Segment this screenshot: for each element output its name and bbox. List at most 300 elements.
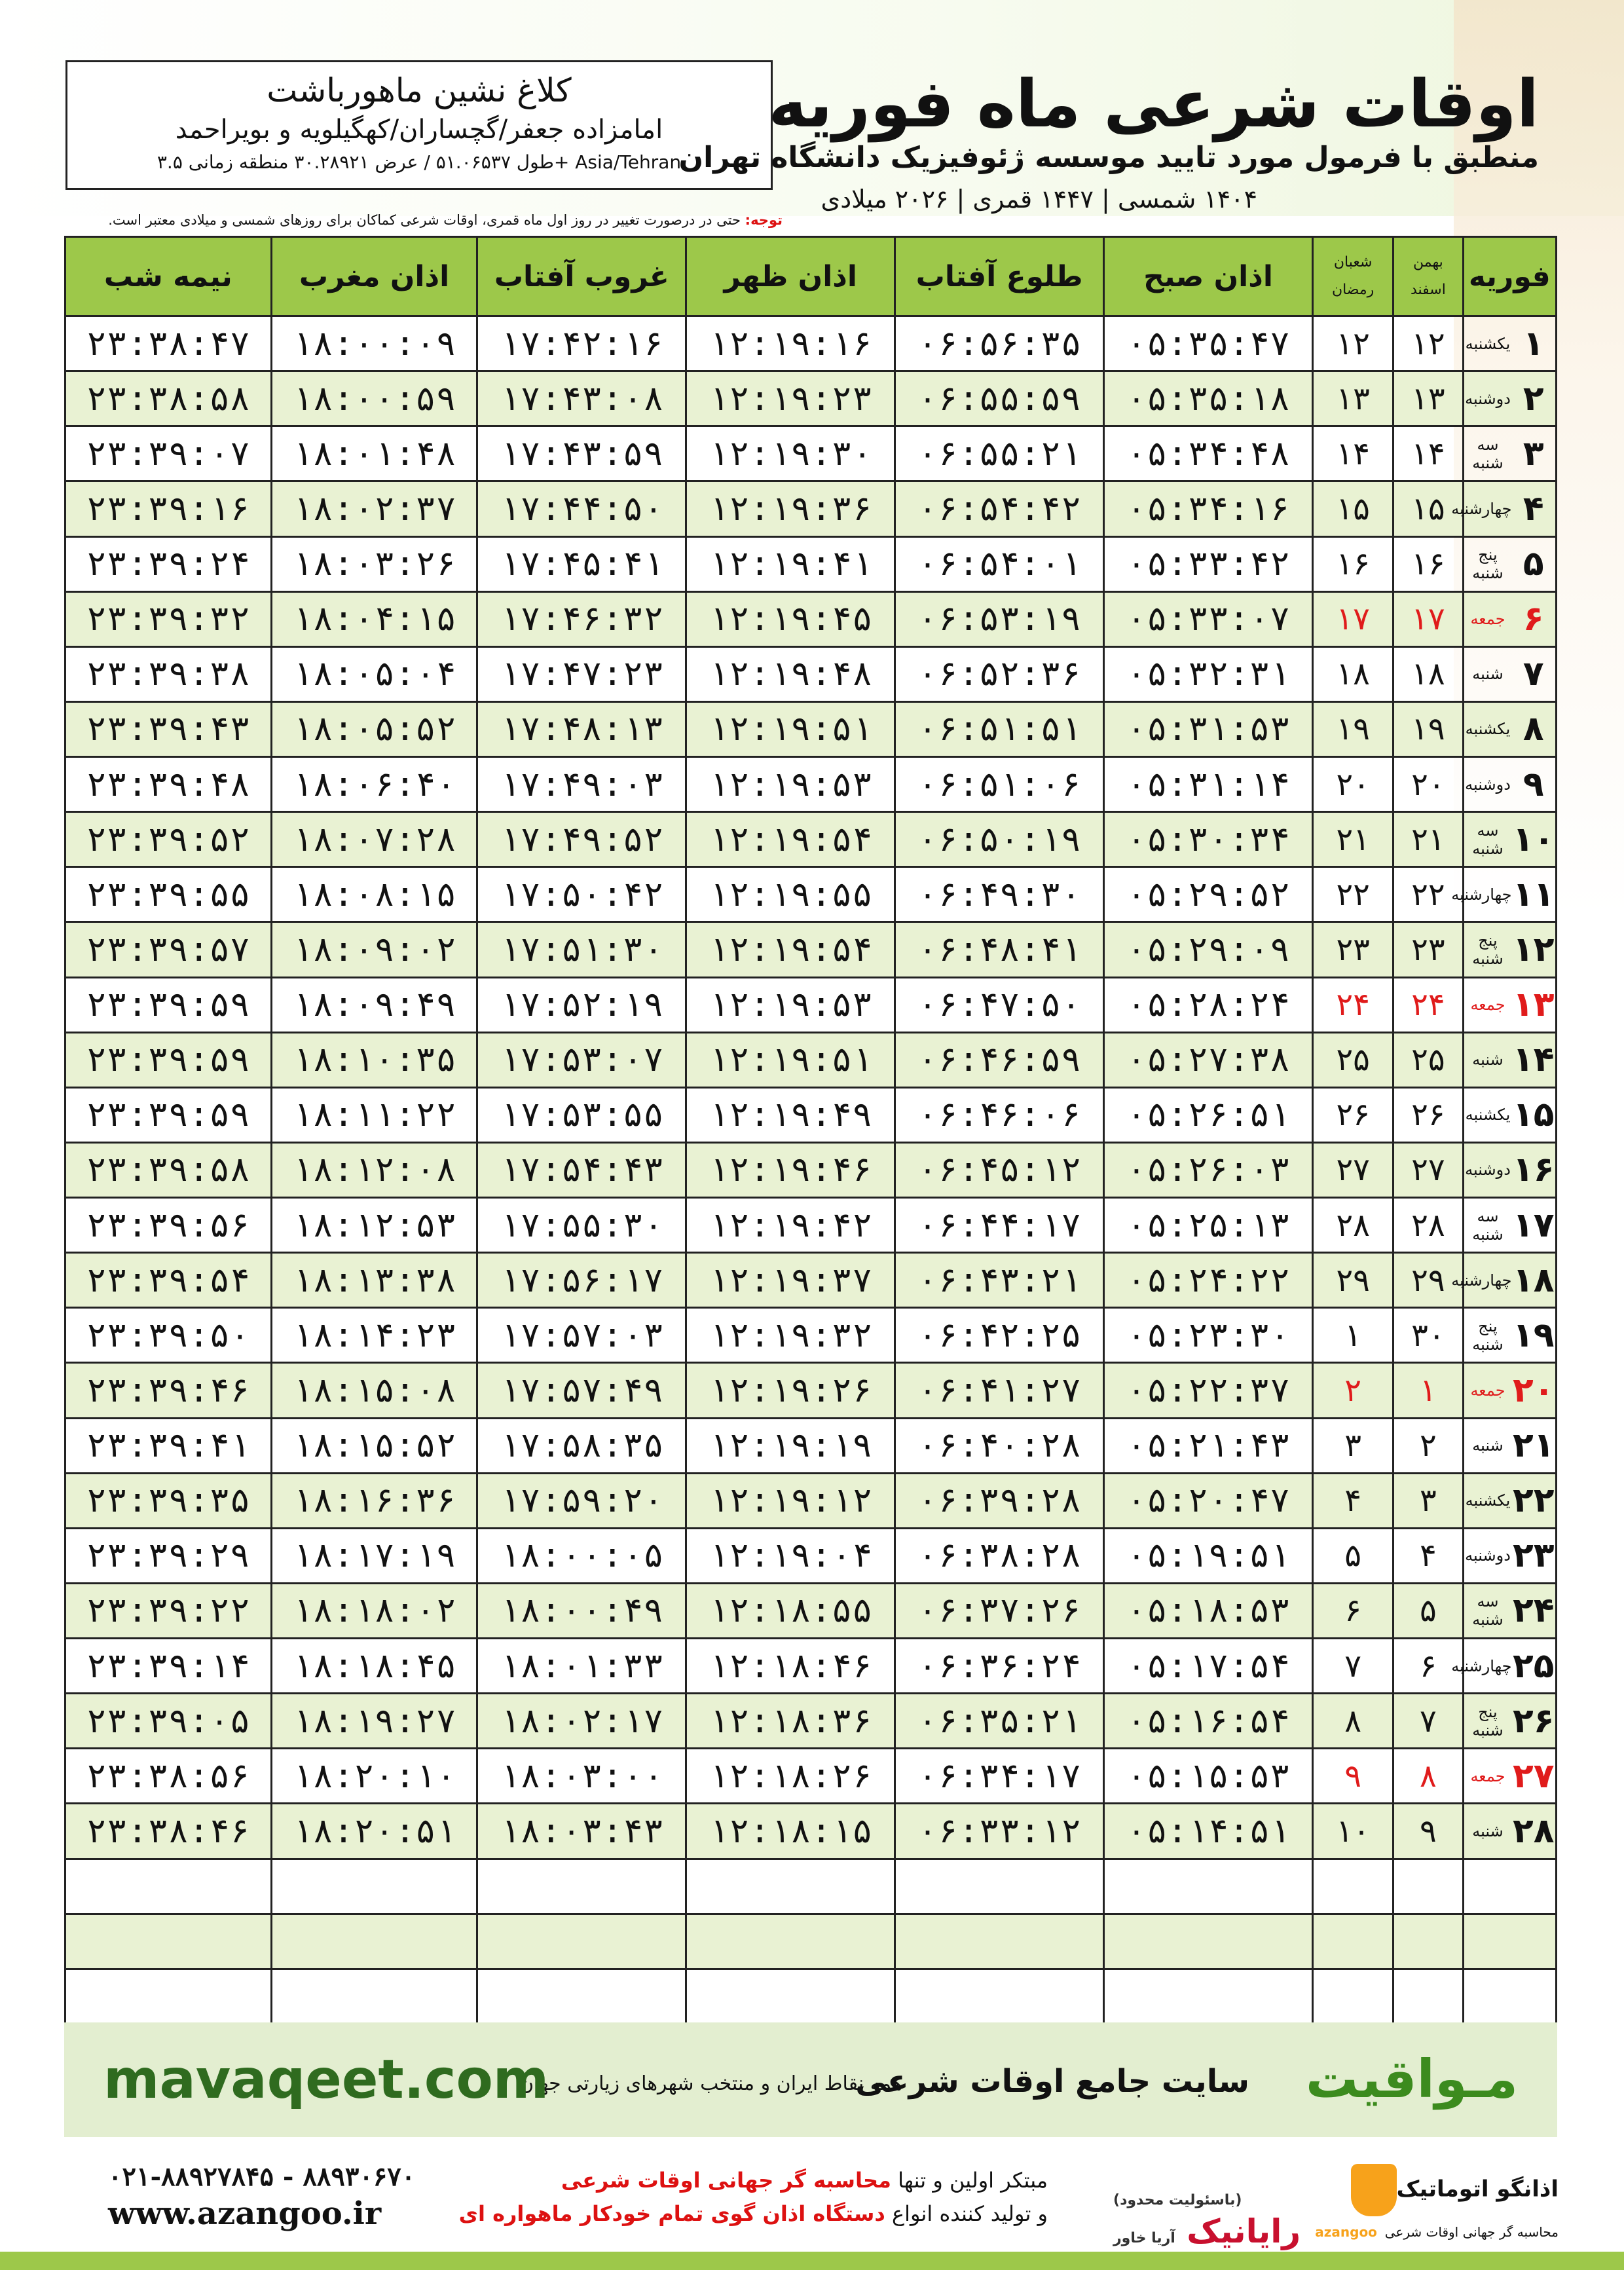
empty-row <box>65 1859 1557 1914</box>
footer-line2b: دستگاه اذان گوی تمام خودکار ماهواره ای <box>458 2201 885 2227</box>
cell-sunset: ۱۷:۴۵:۴۱ <box>477 536 686 591</box>
cell-s: ۱۵ <box>1393 481 1463 536</box>
cell-d: ۱۷ <box>1511 1198 1556 1253</box>
cell-midnight: ۲۳:۳۹:۵۹ <box>65 1087 272 1142</box>
cell-midnight: ۲۳:۳۹:۵۰ <box>65 1308 272 1363</box>
cell-dhuhr: ۱۲:۱۹:۴۶ <box>686 1142 895 1197</box>
cell-h: ۲۱ <box>1312 812 1393 867</box>
cell-sunrise: ۰۶:۳۶:۲۴ <box>895 1639 1104 1694</box>
table-row <box>65 757 1557 812</box>
cell-midnight: ۲۳:۳۹:۵۹ <box>65 977 272 1032</box>
cell-sunset: ۱۷:۴۷:۲۳ <box>477 646 686 701</box>
cell-fajr: ۰۵:۲۵:۱۳ <box>1104 1198 1313 1253</box>
empty-cell <box>1312 1969 1393 2024</box>
header-midnight: نیمه شب <box>65 237 272 316</box>
header-solar-bottom: اسفند <box>1410 282 1446 298</box>
cell-d: ۴ <box>1511 481 1556 536</box>
cell-fajr: ۰۵:۲۹:۰۹ <box>1104 922 1313 977</box>
cell-maghrib: ۱۸:۰۳:۲۶ <box>271 536 477 591</box>
cell-s: ۵ <box>1393 1583 1463 1638</box>
cell-sunset: ۱۸:۰۲:۱۷ <box>477 1694 686 1749</box>
calendar-years: ۱۴۰۴ شمسی | ۱۴۴۷ قمری | ۲۰۲۶ میلادی <box>821 185 1257 214</box>
cell-sunrise: ۰۶:۴۷:۵۰ <box>895 977 1104 1032</box>
rayanik-note: (باسئولیت محدود) <box>1113 2192 1242 2208</box>
banner-slogan-secondary: همه نقاط ایران و منتخب شهرهای زیارتی جهان <box>519 2072 902 2095</box>
cell-midnight: ۲۳:۳۸:۴۶ <box>65 1804 272 1859</box>
minaret-icon <box>1351 2164 1397 2216</box>
table-row <box>65 481 1557 536</box>
cell-wd: سه شنبه <box>1463 426 1511 481</box>
cell-midnight: ۲۳:۳۹:۳۲ <box>65 591 272 646</box>
cell-wd: دوشنبه <box>1463 1142 1511 1197</box>
cell-maghrib: ۱۸:۰۲:۳۷ <box>271 481 477 536</box>
cell-h: ۲۹ <box>1312 1253 1393 1308</box>
cell-sunset: ۱۷:۴۲:۱۶ <box>477 316 686 371</box>
cell-s: ۲ <box>1393 1418 1463 1473</box>
cell-fajr: ۰۵:۳۳:۴۲ <box>1104 536 1313 591</box>
table-row <box>65 701 1557 756</box>
cell-wd: سه شنبه <box>1463 1583 1511 1638</box>
cell-d: ۸ <box>1511 701 1556 756</box>
cell-d: ۲۵ <box>1511 1639 1556 1694</box>
cell-sunrise: ۰۶:۵۱:۰۶ <box>895 757 1104 812</box>
cell-dhuhr: ۱۲:۱۹:۵۱ <box>686 1032 895 1087</box>
cell-maghrib: ۱۸:۰۰:۰۹ <box>271 316 477 371</box>
empty-cell <box>271 1969 477 2024</box>
notice <box>62 212 783 228</box>
empty-cell <box>895 1914 1104 1969</box>
cell-fajr: ۰۵:۲۳:۳۰ <box>1104 1308 1313 1363</box>
cell-sunrise: ۰۶:۴۶:۵۹ <box>895 1032 1104 1087</box>
empty-cell <box>1104 1914 1313 1969</box>
cell-wd: یکشنبه <box>1463 1473 1511 1528</box>
page-title: اوقات شرعی ماه فوریه <box>768 65 1539 142</box>
cell-sunrise: ۰۶:۵۴:۴۲ <box>895 481 1104 536</box>
cell-d: ۷ <box>1511 646 1556 701</box>
cell-maghrib: ۱۸:۰۷:۲۸ <box>271 812 477 867</box>
cell-sunrise: ۰۶:۵۵:۵۹ <box>895 371 1104 426</box>
cell-s: ۱۴ <box>1393 426 1463 481</box>
header-lunar <box>1312 237 1393 316</box>
cell-sunrise: ۰۶:۵۴:۰۱ <box>895 536 1104 591</box>
cell-sunset: ۱۷:۵۴:۴۳ <box>477 1142 686 1197</box>
table-row <box>65 812 1557 867</box>
cell-d: ۲۱ <box>1511 1418 1556 1473</box>
cell-wd: سه شنبه <box>1463 812 1511 867</box>
cell-h: ۷ <box>1312 1639 1393 1694</box>
cell-wd: دوشنبه <box>1463 371 1511 426</box>
cell-midnight: ۲۳:۳۹:۱۶ <box>65 481 272 536</box>
cell-midnight: ۲۳:۳۹:۳۵ <box>65 1473 272 1528</box>
empty-cell <box>1393 1969 1463 2024</box>
cell-dhuhr: ۱۲:۱۹:۲۶ <box>686 1363 895 1418</box>
cell-maghrib: ۱۸:۰۴:۱۵ <box>271 591 477 646</box>
cell-dhuhr: ۱۲:۱۸:۴۶ <box>686 1639 895 1694</box>
cell-h: ۹ <box>1312 1749 1393 1804</box>
empty-cell <box>65 1859 272 1914</box>
table-row <box>65 1694 1557 1749</box>
cell-wd: چهارشنبه <box>1463 481 1511 536</box>
cell-sunset: ۱۷:۵۹:۲۰ <box>477 1473 686 1528</box>
empty-cell <box>895 1969 1104 2024</box>
cell-wd: پنج شنبه <box>1463 1694 1511 1749</box>
cell-dhuhr: ۱۲:۱۹:۳۷ <box>686 1253 895 1308</box>
cell-dhuhr: ۱۲:۱۹:۵۱ <box>686 701 895 756</box>
cell-sunset: ۱۸:۰۰:۰۵ <box>477 1528 686 1583</box>
mavaqeet-banner <box>64 2022 1557 2137</box>
empty-cell <box>1312 1914 1393 1969</box>
cell-midnight: ۲۳:۳۹:۲۲ <box>65 1583 272 1638</box>
location-name: کلاغ نشین ماهورباشت <box>267 71 572 109</box>
cell-wd: سه شنبه <box>1463 1198 1511 1253</box>
azangoo-sub: محاسبه گر جهانی اوقات شرعی <box>1384 2224 1559 2240</box>
cell-midnight: ۲۳:۳۹:۲۹ <box>65 1528 272 1583</box>
cell-wd: پنج شنبه <box>1463 536 1511 591</box>
cell-dhuhr: ۱۲:۱۹:۳۰ <box>686 426 895 481</box>
cell-fajr: ۰۵:۳۵:۴۷ <box>1104 316 1313 371</box>
cell-wd: جمعه <box>1463 1363 1511 1418</box>
footer-line1b: محاسبه گر جهانی اوقات شرعی <box>561 2168 891 2193</box>
cell-sunrise: ۰۶:۳۳:۱۲ <box>895 1804 1104 1859</box>
cell-wd: چهارشنبه <box>1463 1639 1511 1694</box>
cell-maghrib: ۱۸:۰۶:۴۰ <box>271 757 477 812</box>
cell-sunrise: ۰۶:۴۳:۲۱ <box>895 1253 1104 1308</box>
cell-d: ۲۶ <box>1511 1694 1556 1749</box>
cell-s: ۱۸ <box>1393 646 1463 701</box>
cell-s: ۱۷ <box>1393 591 1463 646</box>
header-solar-top: بهمن <box>1413 254 1443 271</box>
cell-s: ۲۶ <box>1393 1087 1463 1142</box>
cell-sunset: ۱۷:۴۳:۰۸ <box>477 371 686 426</box>
cell-maghrib: ۱۸:۲۰:۵۱ <box>271 1804 477 1859</box>
cell-h: ۲ <box>1312 1363 1393 1418</box>
cell-sunset: ۱۷:۵۵:۳۰ <box>477 1198 686 1253</box>
header-month: فوریه <box>1463 237 1556 316</box>
cell-dhuhr: ۱۲:۱۹:۰۴ <box>686 1528 895 1583</box>
cell-fajr: ۰۵:۳۰:۳۴ <box>1104 812 1313 867</box>
cell-s: ۱۳ <box>1393 371 1463 426</box>
header-sunrise: طلوع آفتاب <box>895 237 1104 316</box>
cell-wd: شنبه <box>1463 646 1511 701</box>
cell-h: ۲۶ <box>1312 1087 1393 1142</box>
cell-h: ۱۶ <box>1312 536 1393 591</box>
empty-cell <box>65 1914 272 1969</box>
cell-s: ۲۰ <box>1393 757 1463 812</box>
cell-dhuhr: ۱۲:۱۹:۱۹ <box>686 1418 895 1473</box>
empty-cell <box>1393 1914 1463 1969</box>
table-row <box>65 1583 1557 1638</box>
cell-s: ۳۰ <box>1393 1308 1463 1363</box>
cell-maghrib: ۱۸:۱۹:۲۷ <box>271 1694 477 1749</box>
cell-dhuhr: ۱۲:۱۸:۱۵ <box>686 1804 895 1859</box>
table-header-row <box>65 237 1557 316</box>
empty-cell <box>1511 1969 1556 2024</box>
cell-maghrib: ۱۸:۱۶:۳۶ <box>271 1473 477 1528</box>
cell-sunset: ۱۸:۰۱:۳۳ <box>477 1639 686 1694</box>
cell-sunrise: ۰۶:۴۰:۲۸ <box>895 1418 1104 1473</box>
cell-d: ۱۹ <box>1511 1308 1556 1363</box>
cell-h: ۳ <box>1312 1418 1393 1473</box>
cell-dhuhr: ۱۲:۱۹:۴۸ <box>686 646 895 701</box>
location-region: امامزاده جعفر/گچساران/کهگیلویه و بویراحمد <box>175 115 663 145</box>
empty-row <box>65 1914 1557 1969</box>
cell-midnight: ۲۳:۳۹:۵۹ <box>65 1032 272 1087</box>
cell-dhuhr: ۱۲:۱۹:۴۱ <box>686 536 895 591</box>
empty-cell <box>65 1969 272 2024</box>
cell-d: ۱۱ <box>1511 867 1556 922</box>
cell-sunset: ۱۷:۴۹:۵۲ <box>477 812 686 867</box>
table-row <box>65 1418 1557 1473</box>
empty-cell <box>271 1859 477 1914</box>
table-row <box>65 1087 1557 1142</box>
cell-s: ۱۹ <box>1393 701 1463 756</box>
azangoo-name: اذانگو اتوماتیک <box>1396 2176 1559 2203</box>
cell-d: ۳ <box>1511 426 1556 481</box>
cell-sunset: ۱۷:۴۳:۵۹ <box>477 426 686 481</box>
cell-sunset: ۱۸:۰۳:۰۰ <box>477 1749 686 1804</box>
cell-midnight: ۲۳:۳۹:۵۸ <box>65 1142 272 1197</box>
cell-sunrise: ۰۶:۵۰:۱۹ <box>895 812 1104 867</box>
cell-s: ۲۹ <box>1393 1253 1463 1308</box>
cell-sunset: ۱۷:۵۱:۳۰ <box>477 922 686 977</box>
cell-h: ۵ <box>1312 1528 1393 1583</box>
cell-h: ۴ <box>1312 1473 1393 1528</box>
cell-s: ۲۱ <box>1393 812 1463 867</box>
cell-fajr: ۰۵:۱۸:۵۳ <box>1104 1583 1313 1638</box>
cell-midnight: ۲۳:۳۹:۴۱ <box>65 1418 272 1473</box>
cell-dhuhr: ۱۲:۱۸:۵۵ <box>686 1583 895 1638</box>
cell-dhuhr: ۱۲:۱۹:۵۴ <box>686 922 895 977</box>
cell-sunset: ۱۷:۵۰:۴۲ <box>477 867 686 922</box>
cell-dhuhr: ۱۲:۱۸:۳۶ <box>686 1694 895 1749</box>
empty-cell <box>1511 1914 1556 1969</box>
cell-maghrib: ۱۸:۰۰:۵۹ <box>271 371 477 426</box>
cell-h: ۲۵ <box>1312 1032 1393 1087</box>
cell-dhuhr: ۱۲:۱۹:۵۵ <box>686 867 895 922</box>
cell-sunrise: ۰۶:۴۴:۱۷ <box>895 1198 1104 1253</box>
cell-fajr: ۰۵:۳۱:۵۳ <box>1104 701 1313 756</box>
cell-fajr: ۰۵:۳۴:۱۶ <box>1104 481 1313 536</box>
cell-d: ۲۸ <box>1511 1804 1556 1859</box>
cell-sunset: ۱۸:۰۳:۴۳ <box>477 1804 686 1859</box>
cell-s: ۲۴ <box>1393 977 1463 1032</box>
cell-wd: جمعه <box>1463 977 1511 1032</box>
empty-cell <box>271 1914 477 1969</box>
header-sunset: غروب آفتاب <box>477 237 686 316</box>
cell-fajr: ۰۵:۲۱:۴۳ <box>1104 1418 1313 1473</box>
cell-dhuhr: ۱۲:۱۹:۴۲ <box>686 1198 895 1253</box>
cell-fajr: ۰۵:۲۹:۵۲ <box>1104 867 1313 922</box>
azangoo-en: azangoo <box>1315 2224 1377 2240</box>
cell-maghrib: ۱۸:۰۵:۰۴ <box>271 646 477 701</box>
cell-fajr: ۰۵:۳۱:۱۴ <box>1104 757 1313 812</box>
cell-maghrib: ۱۸:۱۴:۲۳ <box>271 1308 477 1363</box>
cell-maghrib: ۱۸:۰۵:۵۲ <box>271 701 477 756</box>
cell-fajr: ۰۵:۲۲:۳۷ <box>1104 1363 1313 1418</box>
cell-s: ۱۲ <box>1393 316 1463 371</box>
cell-wd: دوشنبه <box>1463 1528 1511 1583</box>
cell-midnight: ۲۳:۳۸:۵۸ <box>65 371 272 426</box>
cell-sunrise: ۰۶:۳۴:۱۷ <box>895 1749 1104 1804</box>
header-dhuhr: اذان ظهر <box>686 237 895 316</box>
cell-d: ۱۴ <box>1511 1032 1556 1087</box>
cell-midnight: ۲۳:۳۹:۱۴ <box>65 1639 272 1694</box>
table-row <box>65 316 1557 371</box>
cell-fajr: ۰۵:۲۴:۲۲ <box>1104 1253 1313 1308</box>
cell-maghrib: ۱۸:۱۸:۴۵ <box>271 1639 477 1694</box>
cell-s: ۱۶ <box>1393 536 1463 591</box>
cell-h: ۲۰ <box>1312 757 1393 812</box>
header-lunar-bottom: رمضان <box>1331 282 1375 298</box>
cell-maghrib: ۱۸:۰۹:۰۲ <box>271 922 477 977</box>
empty-cell <box>686 1914 895 1969</box>
cell-sunset: ۱۷:۵۷:۰۳ <box>477 1308 686 1363</box>
cell-fajr: ۰۵:۱۹:۵۱ <box>1104 1528 1313 1583</box>
table-row <box>65 922 1557 977</box>
cell-maghrib: ۱۸:۱۲:۰۸ <box>271 1142 477 1197</box>
banner-slogan: سایت جامع اوقات شرعی <box>855 2063 1249 2100</box>
table-row <box>65 1198 1557 1253</box>
rayanik-logo <box>1113 2174 1301 2250</box>
cell-maghrib: ۱۸:۲۰:۱۰ <box>271 1749 477 1804</box>
cell-d: ۲۴ <box>1511 1583 1556 1638</box>
header-maghrib: اذان مغرب <box>271 237 477 316</box>
cell-sunset: ۱۷:۵۷:۴۹ <box>477 1363 686 1418</box>
cell-h: ۱۹ <box>1312 701 1393 756</box>
cell-midnight: ۲۳:۳۹:۰۷ <box>65 426 272 481</box>
cell-midnight: ۲۳:۳۹:۴۶ <box>65 1363 272 1418</box>
cell-d: ۱۵ <box>1511 1087 1556 1142</box>
cell-dhuhr: ۱۲:۱۸:۲۶ <box>686 1749 895 1804</box>
table-row <box>65 591 1557 646</box>
cell-sunset: ۱۷:۴۴:۵۰ <box>477 481 686 536</box>
footer-description <box>458 2164 1048 2231</box>
cell-h: ۶ <box>1312 1583 1393 1638</box>
cell-fajr: ۰۵:۳۳:۰۷ <box>1104 591 1313 646</box>
cell-sunrise: ۰۶:۵۲:۳۶ <box>895 646 1104 701</box>
cell-wd: شنبه <box>1463 1032 1511 1087</box>
cell-sunrise: ۰۶:۴۶:۰۶ <box>895 1087 1104 1142</box>
cell-d: ۲۲ <box>1511 1473 1556 1528</box>
cell-fajr: ۰۵:۲۰:۴۷ <box>1104 1473 1313 1528</box>
table-row <box>65 1528 1557 1583</box>
cell-s: ۸ <box>1393 1749 1463 1804</box>
cell-h: ۱۲ <box>1312 316 1393 371</box>
cell-sunset: ۱۷:۵۳:۰۷ <box>477 1032 686 1087</box>
cell-sunrise: ۰۶:۴۸:۴۱ <box>895 922 1104 977</box>
empty-row <box>65 1969 1557 2024</box>
cell-h: ۱۸ <box>1312 646 1393 701</box>
cell-sunrise: ۰۶:۵۵:۲۱ <box>895 426 1104 481</box>
cell-sunrise: ۰۶:۳۵:۲۱ <box>895 1694 1104 1749</box>
table-row <box>65 1032 1557 1087</box>
azangoo-logo <box>1315 2164 1559 2242</box>
cell-midnight: ۲۳:۳۹:۴۸ <box>65 757 272 812</box>
cell-midnight: ۲۳:۳۹:۳۸ <box>65 646 272 701</box>
empty-cell <box>686 1859 895 1914</box>
cell-sunset: ۱۷:۴۶:۳۲ <box>477 591 686 646</box>
cell-s: ۹ <box>1393 1804 1463 1859</box>
cell-wd: پنج شنبه <box>1463 1308 1511 1363</box>
cell-d: ۱۰ <box>1511 812 1556 867</box>
cell-s: ۱ <box>1393 1363 1463 1418</box>
cell-midnight: ۲۳:۳۸:۵۶ <box>65 1749 272 1804</box>
empty-cell <box>1312 1859 1393 1914</box>
cell-s: ۲۳ <box>1393 922 1463 977</box>
empty-cell <box>1463 1859 1511 1914</box>
cell-sunrise: ۰۶:۴۲:۲۵ <box>895 1308 1104 1363</box>
table-row <box>65 1308 1557 1363</box>
rayanik-name: رایانیک <box>1187 2212 1301 2250</box>
notice-text: حتی در درصورت تغییر در روز اول ماه قمری، اوقات شرعی کماکان برای روزهای شمسی و میلادی معتبر است. <box>108 212 741 228</box>
cell-fajr: ۰۵:۳۴:۴۸ <box>1104 426 1313 481</box>
table-row <box>65 536 1557 591</box>
location-coords: طول ۵۱.۰۶۵۳۷ / عرض ۳۰.۲۸۹۲۱ منطقه زمانی ۳.۵+ Asia/Tehran <box>157 151 682 173</box>
cell-dhuhr: ۱۲:۱۹:۱۲ <box>686 1473 895 1528</box>
cell-maghrib: ۱۸:۰۱:۴۸ <box>271 426 477 481</box>
website-link[interactable]: mavaqeet.com <box>103 2049 549 2111</box>
cell-midnight: ۲۳:۳۹:۵۴ <box>65 1253 272 1308</box>
cell-sunset: ۱۷:۵۲:۱۹ <box>477 977 686 1032</box>
cell-wd: یکشنبه <box>1463 701 1511 756</box>
bottom-bar <box>0 2252 1624 2270</box>
cell-maghrib: ۱۸:۱۲:۵۳ <box>271 1198 477 1253</box>
cell-maghrib: ۱۸:۱۳:۳۸ <box>271 1253 477 1308</box>
empty-cell <box>1463 1914 1511 1969</box>
cell-s: ۲۷ <box>1393 1142 1463 1197</box>
cell-s: ۲۲ <box>1393 867 1463 922</box>
cell-fajr: ۰۵:۱۷:۵۴ <box>1104 1639 1313 1694</box>
empty-cell <box>1393 1859 1463 1914</box>
cell-maghrib: ۱۸:۰۸:۱۵ <box>271 867 477 922</box>
cell-midnight: ۲۳:۳۹:۲۴ <box>65 536 272 591</box>
cell-sunset: ۱۷:۴۸:۱۳ <box>477 701 686 756</box>
azangoo-website-link[interactable]: www.azangoo.ir <box>108 2195 382 2232</box>
cell-midnight: ۲۳:۳۸:۴۷ <box>65 316 272 371</box>
cell-dhuhr: ۱۲:۱۹:۳۶ <box>686 481 895 536</box>
cell-d: ۲۷ <box>1511 1749 1556 1804</box>
table-row <box>65 1473 1557 1528</box>
cell-sunrise: ۰۶:۴۹:۳۰ <box>895 867 1104 922</box>
cell-s: ۲۵ <box>1393 1032 1463 1087</box>
cell-midnight: ۲۳:۳۹:۵۲ <box>65 812 272 867</box>
cell-wd: دوشنبه <box>1463 757 1511 812</box>
prayer-times-table <box>64 236 1557 2025</box>
cell-sunrise: ۰۶:۵۶:۳۵ <box>895 316 1104 371</box>
empty-cell <box>477 1914 686 1969</box>
cell-dhuhr: ۱۲:۱۹:۵۴ <box>686 812 895 867</box>
cell-h: ۲۲ <box>1312 867 1393 922</box>
cell-maghrib: ۱۸:۱۵:۰۸ <box>271 1363 477 1418</box>
table-row <box>65 1142 1557 1197</box>
cell-sunrise: ۰۶:۴۵:۱۲ <box>895 1142 1104 1197</box>
empty-cell <box>477 1969 686 2024</box>
footer-line2a: و تولید کننده انواع <box>891 2201 1048 2227</box>
table-row <box>65 1804 1557 1859</box>
cell-d: ۱۶ <box>1511 1142 1556 1197</box>
cell-sunrise: ۰۶:۳۹:۲۸ <box>895 1473 1104 1528</box>
footer-line1a: مبتکر اولین و تنها <box>898 2168 1048 2193</box>
empty-cell <box>1511 1859 1556 1914</box>
cell-wd: چهارشنبه <box>1463 1253 1511 1308</box>
cell-d: ۵ <box>1511 536 1556 591</box>
cell-d: ۲۳ <box>1511 1528 1556 1583</box>
empty-cell <box>686 1969 895 2024</box>
header-fajr: اذان صبح <box>1104 237 1313 316</box>
cell-wd: یکشنبه <box>1463 316 1511 371</box>
cell-h: ۲۷ <box>1312 1142 1393 1197</box>
table-row <box>65 371 1557 426</box>
